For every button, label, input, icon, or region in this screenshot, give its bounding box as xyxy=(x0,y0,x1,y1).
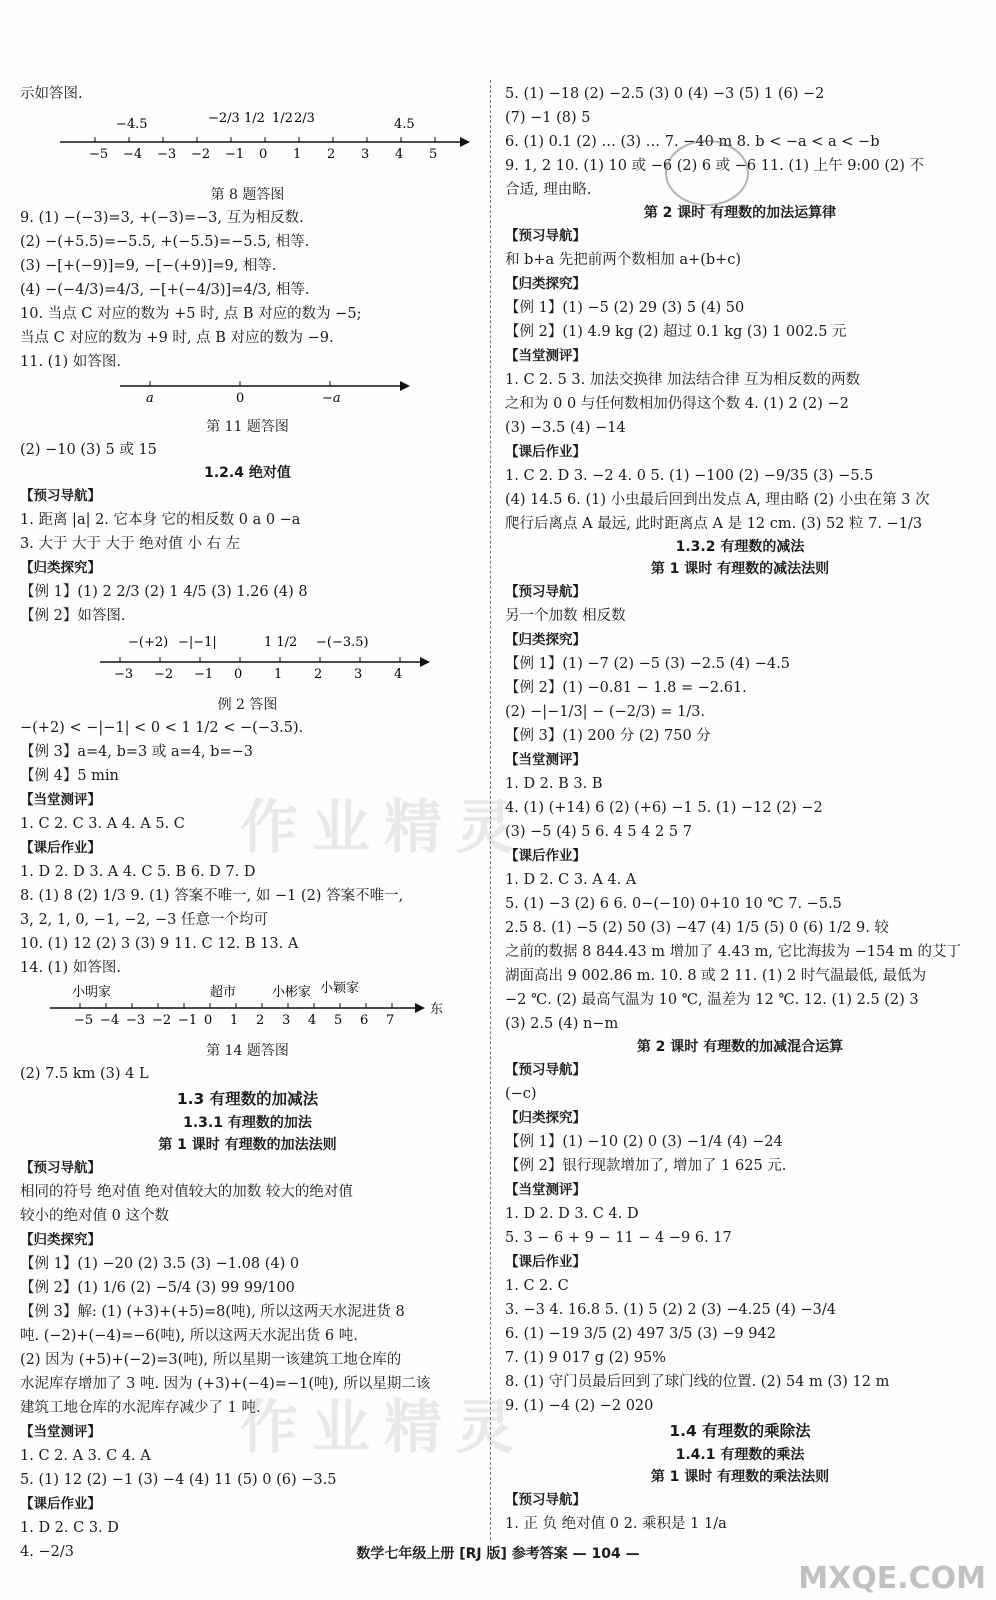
answer-line: (2) −10 (3) 5 或 15 xyxy=(20,442,157,458)
tick-label: 0 xyxy=(259,147,268,162)
fig14-label: 东 xyxy=(430,1002,444,1017)
tick-label: 3 xyxy=(354,667,363,682)
answer-line: 5. (1) 12 (2) −1 (3) −4 (4) 11 (5) 0 (6) −3.5 xyxy=(20,1472,337,1488)
section-heading: 1.4.1 有理数的乘法 xyxy=(675,1447,805,1463)
answer-line: 和 b+a 先把前两个数相加 a+(b+c) xyxy=(505,252,742,268)
tick-label: −2 xyxy=(154,667,174,682)
section-heading: 1.3.2 有理数的减法 xyxy=(675,539,805,555)
answer-line: 【例 2】如答图. xyxy=(20,608,126,624)
answer-line: 6. (1) 0.1 (2) … (3) … 7. −40 m 8. b < −a < a < −b xyxy=(505,134,880,150)
watermark: 作业精灵 xyxy=(240,1393,529,1461)
tick-label: −5 xyxy=(89,147,109,162)
answer-line: 5. (1) −3 (2) 6 6. 0−(−10) 0+10 10 ℃ 7. −5.5 xyxy=(505,896,842,912)
tick-label: −2 xyxy=(191,147,211,162)
answer-line: 1. D 2. D 3. A 4. C 5. B 6. D 7. D xyxy=(20,864,256,880)
ex2-caption: 例 2 答图 xyxy=(217,697,278,713)
answer-line: 【例 2】(1) 1/6 (2) −5/4 (3) 99 99/100 xyxy=(20,1280,295,1296)
answer-line: 1. D 2. C 3. D xyxy=(20,1520,119,1536)
test-tag: 【当堂测评】 xyxy=(20,792,101,808)
answer-line: 之前的数据 8 844.43 m 增加了 4.43 m, 它比海拔为 −154 m 的艾丁 xyxy=(505,944,962,960)
tick-label: 2 xyxy=(327,147,336,162)
lesson-heading: 第 1 课时 有理数的乘法法则 xyxy=(650,1469,830,1485)
answer-line: 5. (1) −18 (2) −2.5 (3) 0 (4) −3 (5) 1 (6) −2 xyxy=(505,86,825,102)
test-tag: 【当堂测评】 xyxy=(505,752,586,768)
fig11-number-line xyxy=(20,374,475,408)
fig8-caption: 第 8 题答图 xyxy=(210,187,285,203)
fig8-label: 1/2 xyxy=(244,111,265,126)
right-column xyxy=(505,82,975,1536)
tick-label: 5 xyxy=(334,1013,343,1028)
tick-label: −3 xyxy=(114,667,134,682)
page-footer: 数学七年级上册 [RJ 版] 参考答案 — 104 — xyxy=(356,1546,640,1562)
ink-stamp xyxy=(665,140,749,206)
intro-line: 示如答图. xyxy=(20,86,83,102)
fig11-label: 0 xyxy=(236,391,245,406)
answer-line: 【例 1】(1) 2 2/3 (2) 1 4/5 (3) 1.26 (4) 8 xyxy=(20,584,308,600)
tick-label: −5 xyxy=(74,1013,94,1028)
homework-tag: 【课后作业】 xyxy=(20,840,101,856)
answer-line: 【例 4】5 min xyxy=(20,768,119,784)
answer-line: 1. C 2. D 3. −2 4. 0 5. (1) −100 (2) −9/35 (3) −5.5 xyxy=(505,468,874,484)
ex2-label: −|−1| xyxy=(178,635,217,650)
answer-line: (3) −[+(−9)]=9, −[−(+9)]=9, 相等. xyxy=(20,258,277,274)
answer-line: 相同的符号 绝对值 绝对值较大的加数 较大的绝对值 xyxy=(20,1184,353,1200)
answer-line: −2 ℃. (2) 最高气温为 10 ℃, 温差为 12 ℃. 12. (1) 2.5 (2) 3 xyxy=(505,992,919,1008)
fig8-number-line xyxy=(20,106,475,176)
answer-line: (4) −(−4/3)=4/3, −[+(−4/3)]=4/3, 相等. xyxy=(20,282,310,298)
answer-line: 之和为 0 0 与任何数相加仍得这个数 4. (1) 2 (2) −2 xyxy=(505,396,849,412)
answer-line: 爬行后离点 A 最远, 此时距离点 A 是 12 cm. (3) 52 粒 7. −1/3 xyxy=(505,516,923,532)
homework-tag: 【课后作业】 xyxy=(505,1254,586,1270)
answer-line: 【例 1】(1) −20 (2) 3.5 (3) −1.08 (4) 0 xyxy=(20,1256,300,1272)
section-heading: 1.3 有理数的加减法 xyxy=(176,1090,319,1108)
answer-line: 水泥库存增加了 3 吨. 因为 (+3)+(−4)=−1(吨), 所以星期二该 xyxy=(20,1376,431,1392)
homework-tag: 【课后作业】 xyxy=(505,444,586,460)
tick-label: 4 xyxy=(308,1013,317,1028)
tick-label: 5 xyxy=(429,147,438,162)
homework-tag: 【课后作业】 xyxy=(505,848,586,864)
answer-line: 当点 C 对应的数为 +9 时, 点 B 对应的数为 −9. xyxy=(20,330,334,346)
fig11-label: −a xyxy=(322,391,341,406)
tick-label: 0 xyxy=(234,667,243,682)
answer-line: 1. D 2. B 3. B xyxy=(505,776,603,792)
tick-label: 7 xyxy=(386,1013,395,1028)
ex2-label: 1 1/2 xyxy=(264,635,298,650)
tick-label: 0 xyxy=(204,1013,213,1028)
answer-line: 2.5 8. (1) −5 (2) 50 (3) −47 (4) 1/5 (5) 0 (6) 1/2 9. 较 xyxy=(505,920,889,936)
tick-label: −3 xyxy=(126,1013,146,1028)
answer-line: 【例 1】(1) −7 (2) −5 (3) −2.5 (4) −4.5 xyxy=(505,656,790,672)
answer-line: (7) −1 (8) 5 xyxy=(505,110,591,126)
watermark: 作业精灵 xyxy=(240,793,529,861)
answer-line: (3) −3.5 (4) −14 xyxy=(505,420,626,436)
tick-label: 1 xyxy=(293,147,302,162)
answer-line: 3. 大于 大于 大于 绝对值 小 右 左 xyxy=(20,536,241,552)
test-tag: 【当堂测评】 xyxy=(505,1182,586,1198)
preview-tag: 【预习导航】 xyxy=(505,1062,586,1078)
fig14-caption: 第 14 题答图 xyxy=(206,1043,289,1059)
answer-line: 合适, 理由略. xyxy=(505,182,592,198)
tick-label: 1 xyxy=(274,667,283,682)
preview-tag: 【预习导航】 xyxy=(20,1160,101,1176)
answer-line: 1. D 2. C 3. A 4. A xyxy=(505,872,637,888)
lesson-heading: 第 2 课时 有理数的加法运算律 xyxy=(643,205,837,221)
preview-tag: 【预习导航】 xyxy=(505,228,586,244)
section-heading: 1.4 有理数的乘除法 xyxy=(669,1422,811,1440)
answer-line: (−c) xyxy=(505,1086,537,1102)
explore-tag: 【归类探究】 xyxy=(20,560,101,576)
answer-line: 11. (1) 如答图. xyxy=(20,354,121,370)
answer-line: (3) −5 (4) 5 6. 4 5 4 2 5 7 xyxy=(505,824,692,840)
answer-line: 8. (1) 8 (2) 1/3 9. (1) 答案不唯一, 如 −1 (2) 答案不唯一, xyxy=(20,888,404,904)
tick-label: 4 xyxy=(395,147,404,162)
answer-line: (2) 7.5 km (3) 4 L xyxy=(20,1066,149,1082)
tick-label: −4 xyxy=(100,1013,120,1028)
tick-label: −4 xyxy=(123,147,143,162)
fig8-label: 2/3 xyxy=(294,111,315,126)
fig14-label: 小颖家 xyxy=(320,981,360,996)
explore-tag: 【归类探究】 xyxy=(505,632,586,648)
lesson-heading: 第 1 课时 有理数的加法法则 xyxy=(158,1137,337,1153)
fig14-label: 小彬家 xyxy=(272,985,312,1000)
answer-line: 1. C 2. 5 3. 加法交换律 加法结合律 互为相反数的两数 xyxy=(505,372,861,388)
answer-line: 6. (1) −19 3/5 (2) 497 3/5 (3) −9 942 xyxy=(505,1326,776,1342)
preview-tag: 【预习导航】 xyxy=(505,584,586,600)
answer-line: 4. (1) (+14) 6 (2) (+6) −1 5. (1) −12 (2) −2 xyxy=(505,800,823,816)
fig14-label: 小明家 xyxy=(72,985,112,1000)
answer-line: 【例 2】(1) −0.81 − 1.8 = −2.61. xyxy=(505,680,747,696)
explore-tag: 【归类探究】 xyxy=(20,1232,101,1248)
lesson-heading: 第 2 课时 有理数的加减混合运算 xyxy=(636,1039,844,1055)
answer-line: (2) −|−1/3| − (−2/3) = 1/3. xyxy=(505,704,706,720)
answer-line: 较小的绝对值 0 这个数 xyxy=(20,1208,169,1224)
answer-line: 9. 1, 2 10. (1) 10 或 −6 (2) 6 或 −6 11. (1) 上午 9:00 (2) 不 xyxy=(505,158,925,174)
answer-line: 【例 3】(1) 200 分 (2) 750 分 xyxy=(505,728,711,744)
answer-line: (2) 因为 (+5)+(−2)=3(吨), 所以星期一该建筑工地仓库的 xyxy=(20,1352,402,1368)
preview-tag: 【预习导航】 xyxy=(20,488,101,504)
answer-line: (4) 14.5 6. (1) 小虫最后回到出发点 A, 理由略 (2) 小虫在第 3 次 xyxy=(505,492,930,508)
tick-label: −1 xyxy=(225,147,245,162)
tick-label: −3 xyxy=(157,147,177,162)
tick-label: 6 xyxy=(360,1013,369,1028)
answer-line: 10. (1) 12 (2) 3 (3) 9 11. C 12. B 13. A xyxy=(20,936,299,952)
answer-line: 【例 1】(1) −5 (2) 29 (3) 5 (4) 50 xyxy=(505,300,745,316)
answer-line: 9. (1) −(−3)=3, +(−3)=−3, 互为相反数. xyxy=(20,210,304,226)
answer-line: 8. (1) 守门员最后回到了球门线的位置. (2) 54 m (3) 12 m xyxy=(505,1374,890,1390)
answer-line: 建筑工地仓库的水泥库存减少了 1 吨. xyxy=(20,1400,261,1416)
fig8-label: 1/2 xyxy=(272,111,293,126)
section-heading: 1.2.4 绝对值 xyxy=(204,465,291,481)
answer-line: 3, 2, 1, 0, −1, −2, −3 任意一个均可 xyxy=(20,912,268,928)
ex2-label: −(+2) xyxy=(128,635,169,650)
answer-line: 5. 3 − 6 + 9 − 11 − 4 −9 6. 17 xyxy=(505,1230,732,1246)
preview-tag: 【预习导航】 xyxy=(505,1492,586,1508)
explore-tag: 【归类探究】 xyxy=(505,276,586,292)
answer-line: 4. −2/3 xyxy=(20,1544,74,1560)
homework-tag: 【课后作业】 xyxy=(20,1496,101,1512)
tick-label: 2 xyxy=(256,1013,265,1028)
tick-label: 3 xyxy=(282,1013,291,1028)
answer-line: 1. 正 负 绝对值 0 2. 乘积是 1 1/a xyxy=(505,1516,727,1532)
fig8-label: −2/3 xyxy=(208,111,240,126)
ex2-number-line xyxy=(20,628,475,686)
answer-line: 湖面高出 9 002.86 m. 10. 8 或 2 11. (1) 2 时气温最低, 最低为 xyxy=(505,968,927,984)
answer-line: 1. D 2. D 3. C 4. D xyxy=(505,1206,639,1222)
fig8-label: 4.5 xyxy=(394,117,415,132)
answer-line: 14. (1) 如答图. xyxy=(20,960,121,976)
fig14-label: 超市 xyxy=(210,985,237,1000)
answer-line: 【例 3】a=4, b=3 或 a=4, b=−3 xyxy=(20,744,253,760)
answer-line: 另一个加数 相反数 xyxy=(505,608,626,624)
section-heading: 1.3.1 有理数的加法 xyxy=(183,1115,312,1131)
answer-line: 7. (1) 9 017 g (2) 95% xyxy=(505,1350,666,1366)
test-tag: 【当堂测评】 xyxy=(20,1424,101,1440)
tick-label: 4 xyxy=(394,667,403,682)
tick-label: 3 xyxy=(361,147,370,162)
answer-line: 吨. (−2)+(−4)=−6(吨), 所以这两天水泥出货 6 吨. xyxy=(20,1328,358,1344)
answer-line: 1. C 2. C xyxy=(505,1278,569,1294)
answer-line: 【例 1】(1) −10 (2) 0 (3) −1/4 (4) −24 xyxy=(505,1134,783,1150)
answer-line: 3. −3 4. 16.8 5. (1) 5 (2) 2 (3) −4.25 (4) −3/4 xyxy=(505,1302,837,1318)
tick-label: 1 xyxy=(230,1013,239,1028)
answer-line: 【例 2】(1) 4.9 kg (2) 超过 0.1 kg (3) 1 002.5 元 xyxy=(505,324,847,340)
fig8-label: −4.5 xyxy=(116,117,148,132)
tick-label: −2 xyxy=(152,1013,172,1028)
answer-line: 9. (1) −4 (2) −2 020 xyxy=(505,1398,654,1414)
corner-logo: MXQE.COM xyxy=(798,1561,986,1596)
answer-line: (2) −(+5.5)=−5.5, +(−5.5)=−5.5, 相等. xyxy=(20,234,310,250)
answer-line: 1. C 2. A 3. C 4. A xyxy=(20,1448,151,1464)
answer-line: 1. C 2. C 3. A 4. A 5. C xyxy=(20,816,185,832)
tick-label: −1 xyxy=(178,1013,198,1028)
explore-tag: 【归类探究】 xyxy=(505,1110,586,1126)
answer-line: 10. 当点 C 对应的数为 +5 时, 点 B 对应的数为 −5; xyxy=(20,306,362,322)
tick-label: 2 xyxy=(314,667,323,682)
answer-line: −(+2) < −|−1| < 0 < 1 1/2 < −(−3.5). xyxy=(20,720,304,736)
lesson-heading: 第 1 课时 有理数的减法法则 xyxy=(650,561,830,577)
answer-line: 【例 3】解: (1) (+3)+(+5)=8(吨), 所以这两天水泥进货 8 xyxy=(20,1304,405,1320)
ex2-label: −(−3.5) xyxy=(316,635,369,650)
answer-line: 1. 距离 |a| 2. 它本身 它的相反数 0 a 0 −a xyxy=(20,512,301,528)
answer-line: (3) 2.5 (4) n−m xyxy=(505,1016,619,1032)
test-tag: 【当堂测评】 xyxy=(505,348,586,364)
fig11-caption: 第 11 题答图 xyxy=(206,419,289,435)
fig14-number-line xyxy=(20,980,475,1032)
tick-label: −1 xyxy=(194,667,214,682)
answer-line: 【例 2】银行现款增加了, 增加了 1 625 元. xyxy=(505,1158,787,1174)
fig11-label: a xyxy=(146,391,154,406)
